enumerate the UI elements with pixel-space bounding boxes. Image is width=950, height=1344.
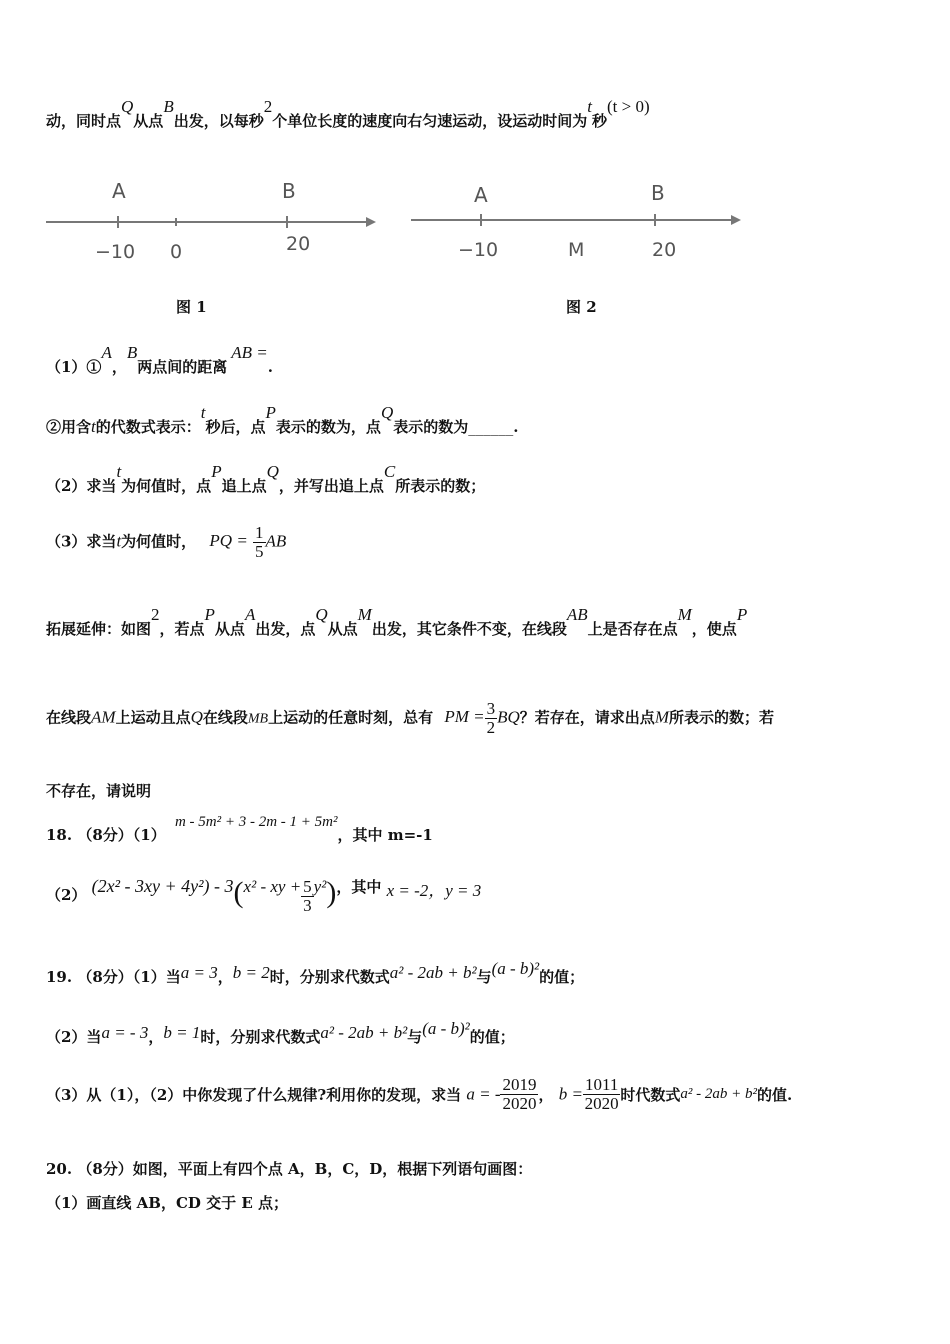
question-number: 18. (46, 826, 73, 844)
numerator: 1 (255, 523, 264, 542)
question-18a (46, 814, 433, 845)
text: 与 (407, 1028, 423, 1046)
text: ， (148, 1028, 164, 1046)
question-19c (46, 1076, 792, 1113)
math-ab: AB = (231, 343, 268, 362)
text: 所表示的数； (395, 477, 486, 495)
score: （8分） (77, 1160, 133, 1178)
text: ，并写出追上点 (278, 477, 384, 495)
tick-neg10: −10 (95, 241, 136, 263)
denominator: 2 (486, 717, 496, 737)
figure-1-caption: 图 1 (176, 298, 207, 316)
text: ②用含 (46, 418, 92, 436)
tick-0: 0 (170, 241, 183, 263)
fraction-one-fifth (253, 524, 266, 561)
math-m: M (654, 707, 669, 727)
text: （2）求当 (46, 477, 117, 495)
math-t: t (116, 462, 122, 481)
question-3 (46, 524, 286, 561)
question-18b (46, 876, 481, 914)
text: 表示的数为 (275, 418, 351, 436)
denominator: 2020 (584, 1093, 619, 1113)
text: ，点 (350, 418, 381, 436)
text: 上运动的任意时刻，总有 (268, 708, 434, 727)
math-m: M (677, 605, 692, 624)
math-p: P (736, 605, 748, 624)
text: 在线段 (46, 708, 92, 727)
math-2: 2 (263, 97, 273, 116)
math-t: t (587, 97, 592, 116)
math-b: B (126, 343, 138, 362)
denominator: 3 (303, 895, 312, 915)
tick-20: 20 (286, 233, 311, 255)
tick-neg10: −10 (458, 239, 499, 261)
text: 如图，平面上有四个点 A，B，C，D，根据下列语句画图： (132, 1160, 533, 1178)
text: 动，同时点 (46, 112, 122, 130)
right-paren: ) (326, 876, 337, 909)
math-ab: AB (265, 531, 287, 551)
text: 上运动且点 (115, 708, 191, 727)
question-20a: （1）画直线 AB，CD 交于 E 点； (46, 1194, 289, 1212)
text: 为何值时，点 (121, 477, 212, 495)
problem-intro-line (46, 97, 650, 131)
question-19b (46, 1019, 515, 1047)
text: （1） (132, 826, 166, 844)
math-pm: PM = (444, 707, 485, 727)
text: ，使点 (691, 620, 737, 638)
question-2 (46, 462, 486, 496)
math-bq: BQ (497, 707, 520, 727)
text: . (513, 418, 519, 436)
text: 从点 (133, 112, 164, 130)
figure-2-caption: 图 2 (566, 298, 597, 316)
math-t: t (116, 531, 122, 551)
text: 拓展延伸：如图 (46, 620, 152, 638)
text: 在线段 (202, 708, 248, 727)
fraction-three-halves (485, 700, 498, 737)
text: 秒 (591, 112, 607, 130)
math-p: P (265, 403, 276, 422)
text: ，其中 m=-1 (337, 826, 433, 844)
text: 两点间的距离 (137, 358, 228, 376)
math-q: Q (315, 605, 328, 624)
math-ab: AB (566, 605, 588, 624)
text: ， (217, 968, 233, 986)
text: （2） (46, 886, 87, 904)
text: 为何值时， (121, 532, 197, 551)
text: 的值； (469, 1028, 515, 1046)
math-q: Q (380, 403, 394, 422)
text: ，若点 (159, 620, 205, 638)
label-a: A (112, 179, 126, 203)
math-b: b = 2 (232, 963, 270, 982)
math-b: B (163, 97, 174, 116)
math-expression: a² - 2ab + b² (389, 963, 477, 982)
math-expression: y² (313, 877, 327, 896)
math-q: Q (121, 97, 134, 116)
text: 从点 (327, 620, 358, 638)
label-b: B (282, 179, 296, 203)
text: （3）从（1），（2）中你发现了什么规律?利用你的发现，求当 (46, 1085, 462, 1104)
math-expression: a² - 2ab + b² (320, 1023, 408, 1042)
question-1b (46, 403, 519, 437)
label-a: A (474, 183, 488, 207)
math-pq: PQ = (209, 531, 248, 551)
text: 个单位长度的速度向右匀速运动，设运动时间为 (272, 112, 588, 130)
math-mb: MB (247, 711, 269, 727)
left-paren: ( (233, 876, 244, 909)
text: （2）当 (46, 1028, 102, 1046)
question-20 (46, 1158, 532, 1179)
tick-m: M (568, 239, 585, 261)
fraction-a (500, 1076, 538, 1113)
math-expression: (2x² - 3xy + 4y²) - 3 (91, 876, 234, 896)
tick-20: 20 (652, 239, 677, 261)
math-expression: a² - 2ab + b² (680, 1085, 757, 1102)
text: 所表示的数；若 (668, 708, 774, 727)
text: 追上点 (221, 477, 267, 495)
answer-blank: ______ (468, 418, 514, 436)
number-line-figure-1 (40, 170, 385, 270)
numerator: 1011 (584, 1075, 619, 1094)
question-number: 20. (46, 1160, 73, 1178)
text: 与 (476, 968, 492, 986)
text: （1）① (46, 358, 102, 376)
math-q: Q (190, 707, 203, 727)
math-a: a = 3 (180, 963, 218, 982)
text: 的值. (756, 1085, 793, 1104)
extension-line-2 (46, 700, 774, 737)
math-t: t (91, 417, 96, 436)
math-expression: x² - xy + (243, 877, 302, 896)
text: 的值； (539, 968, 585, 986)
text: 出发，点 (255, 620, 316, 638)
text: . (267, 358, 273, 376)
math-b: b = (558, 1084, 583, 1104)
text: （1）当 (132, 968, 181, 986)
score: （8分） (77, 968, 133, 986)
text: 出发，其它条件不变，在线段 (371, 620, 567, 638)
question-1a (46, 343, 273, 377)
math-expression: (a - b)² (422, 1019, 470, 1038)
math-p: P (204, 605, 215, 624)
text: 的代数式表示： (95, 418, 201, 436)
numerator: 2019 (502, 1075, 537, 1094)
numerator: 3 (486, 699, 496, 718)
math-c: C (383, 462, 396, 481)
math-expression: (a - b)² (491, 959, 540, 978)
text: 时，分别求代数式 (200, 1028, 321, 1046)
math-condition: x = -2，y = 3 (386, 881, 482, 900)
question-19a (46, 959, 585, 987)
math-am: AM (91, 707, 116, 727)
text: ， (538, 1085, 554, 1104)
numerator: 5 (303, 876, 312, 896)
math-t: t (200, 403, 206, 422)
math-2: 2 (151, 605, 160, 624)
math-a: A (244, 605, 256, 624)
math-cond: (t > 0) (606, 97, 650, 116)
question-number: 19. (46, 968, 73, 986)
math-a: a = - 3 (101, 1023, 149, 1042)
fraction-five-thirds (301, 878, 314, 915)
text: 时，分别求代数式 (269, 968, 390, 986)
text: ，其中 (336, 878, 382, 896)
math-m: M (357, 605, 372, 624)
math-a: a = - (466, 1084, 501, 1104)
math-b: b = 1 (163, 1023, 201, 1042)
text: ， (111, 358, 127, 376)
denominator: 5 (255, 541, 264, 561)
text: 上是否存在点 (587, 620, 678, 638)
math-a: A (101, 343, 112, 362)
text: （3）求当 (46, 532, 117, 551)
fraction-b (583, 1076, 620, 1113)
text: ？若存在，请求出点 (519, 708, 655, 727)
extension-line-3: 不存在，请说明 (46, 782, 152, 800)
math-q: Q (266, 462, 279, 481)
denominator: 2020 (502, 1093, 537, 1113)
text: 秒后，点 (205, 418, 266, 436)
text: 时代数式 (620, 1085, 681, 1104)
text: 从点 (214, 620, 245, 638)
text: 出发，以每秒 (173, 112, 264, 130)
label-b: B (651, 181, 665, 205)
math-expression: m - 5m² + 3 - 2m - 1 + 5m² (174, 814, 338, 830)
text: 表示的数为 (393, 418, 469, 436)
extension-line-1 (46, 605, 748, 639)
math-p: P (211, 462, 222, 481)
score: （8分） (77, 826, 133, 844)
number-line-figure-2 (405, 170, 750, 270)
